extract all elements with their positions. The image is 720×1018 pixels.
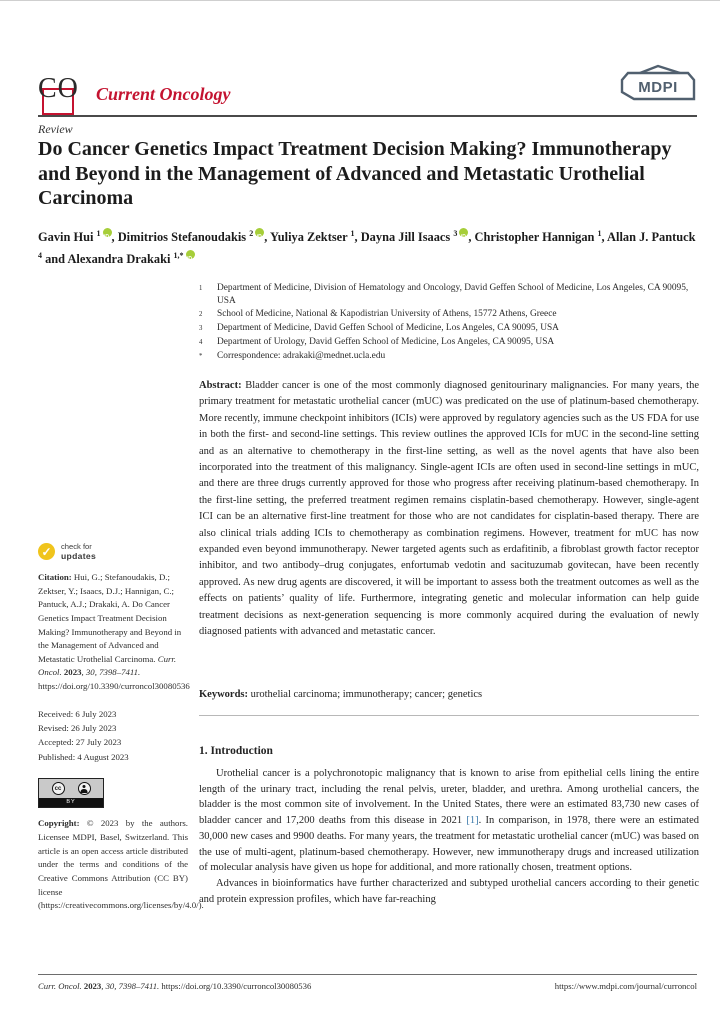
affiliation-list (199, 282, 700, 363)
journal-url-link[interactable]: https://www.mdpi.com/journal/curroncol (554, 981, 697, 991)
affiliation-item (199, 336, 700, 350)
affiliation-item (199, 322, 700, 336)
check-for-updates-button[interactable] (38, 543, 188, 560)
correspondence-text: Correspondence: adrakaki@mednet.ucla.edu (217, 350, 386, 361)
footer-doi-link[interactable]: https://doi.org/10.3390/curroncol30080536 (161, 981, 312, 991)
journal-name: Current Oncology (96, 83, 231, 104)
svg-text:MDPI: MDPI (638, 79, 678, 96)
citation-ref-1[interactable]: [1] (466, 815, 479, 827)
received-date: Received: 6 July 2023 (38, 708, 117, 719)
revised-date: Revised: 26 July 2023 (38, 722, 117, 733)
accepted-date: Accepted: 27 July 2023 (38, 737, 122, 748)
citation-label: Citation: (38, 572, 72, 583)
citation-info: Citation: Hui, G.; Stefanoudakis, D.; Zektser, Y.; Isaacs, D.J.; Hannigan, C.; Pantuck, A.J.; Drakaki, A. Do Cancer Genetics Impact Treatment Decision Making? Immunotherapy and Beyond in the Management of Advanced and Metastatic Urothelial Carcinoma. Curr. Oncol. 2023, 30, 7398–7411. https://doi.org/10.3390/curroncol30080536 (38, 572, 190, 691)
cc-badge-icons (39, 779, 103, 798)
correspondence-item (199, 350, 700, 364)
logo-letters: CO (38, 73, 79, 104)
orcid-icon[interactable] (103, 228, 112, 237)
check-updates-label: check for updates (61, 542, 97, 561)
affiliation-text: School of Medicine, National & Kapodistrian University of Athens, 15772 Athens, Greece (217, 308, 557, 319)
footer-divider (38, 974, 697, 975)
abstract-label: Abstract: (199, 380, 242, 391)
abstract (199, 378, 699, 641)
attribution-person-icon (78, 782, 91, 795)
author-list (38, 225, 700, 268)
affiliation-text: Department of Urology, David Geffen School of Medicine, Los Angeles, CA 90095, USA (217, 336, 555, 347)
affiliation-marker: 2 (199, 310, 203, 318)
affiliation-marker: 4 (199, 338, 203, 346)
keywords-divider (199, 715, 699, 716)
author: , Allan J. Pantuck $^4$ (38, 230, 696, 260)
cc-by-license-badge[interactable] (38, 778, 104, 808)
footer-citation: Curr. Oncol. 2023, 30, 7398–7411. https://doi.org/10.3390/curroncol30080536 (38, 981, 312, 991)
affiliation-marker: 3 (199, 324, 203, 332)
journal-logo-group (38, 71, 231, 117)
affiliation-text: Department of Medicine, Division of Hematology and Oncology, David Geffen School of Medicine, Los Angeles, CA 90095, USA (217, 283, 689, 306)
orcid-icon[interactable] (459, 228, 468, 237)
header-divider (38, 115, 697, 117)
cc-by-label: BY (39, 798, 103, 807)
affiliation-marker: 1 (199, 285, 203, 292)
orcid-icon[interactable] (186, 250, 195, 259)
author: Gavin Hui $^1$ iD (38, 230, 112, 244)
page-footer (38, 981, 697, 991)
current-oncology-logo-icon[interactable] (38, 71, 84, 117)
cc-icon: cc (52, 782, 65, 795)
citation-doi-link[interactable]: https://doi.org/10.3390/curroncol30080536 (38, 680, 190, 691)
abstract-text: Bladder cancer is one of the most commonly diagnosed genitourinary malignancies. For many years, the primary treatment for metastatic urothelial cancer (mUC) was predicated on the use of platinum-based chemotherapy. More recently, immune checkpoint inhibitors (ICIs) were approved by regulatory agencies such as the US FDA for use in both the first- and second-line settings. This review outlines the approved ICIs for mUC in the second-line setting and as an alternative to chemotherapy in the first-line setting, as well as the novel agents that have also been incorporated into the treatment of this malignancy. Single-agent ICIs are often used in second-line settings in mUC, and there are three drugs currently approved for those who progress after receiving platinum-based chemotherapy. In the first-line setting, the preferred treatment regimen remains cisplatin-based chemotherapy. However, single-agent ICI can be an alternative first-line treatment for those who are not candidates for cisplatin-based therapy. There are also clinical trials adding ICIs to chemotherapy as combination regimens. However, treatment for mUC has now expanded even beyond immunotherapy. Newer targeted agents such as erdafitinib, a fibroblast growth factor receptor inhibitor, and two antibody–drug conjugates, enfortumab vedotin and sacituzumab govitecan, have been recently approved. As new drug agents are discovered, it will be important to assess both the treatment outcomes as well as the effects on patients’ quality of life. Furthermore, integrating genetic and molecular information can help guide treatment decisions as next-generation sequencing is more commonly acquired during the evaluation of newly diagnosed patients with advanced and metastatic cancer. (199, 380, 699, 638)
correspondence-email-link[interactable]: adrakaki@mednet.ucla.edu (282, 350, 386, 361)
affiliation-item (199, 308, 700, 322)
orcid-icon[interactable] (255, 228, 264, 237)
intro-paragraph-1: Urothelial cancer is a polychronotopic malignancy that is known to arise from epithelial cells lining the entire length of the urinary tract, including the renal pelvis, ureter, bladder, and urethra. Among urothelial cancers, the bladder is the most common site of involvement. In the United States, there were an estimated 83,730 new cases of bladder cancer and 17,200 deaths from this disease in 2021 [1]. In comparison, in 1978, there were an estimated 30,000 new cases and 9900 deaths. For many years, the treatment for metastatic urothelial cancer (mUC) was based on the use of multi-agent, platinum-based chemotherapy. However, new immunotherapy drugs and increased utilization of molecular analysis have given us hope for additional, and more rationally chosen, treatment options. (199, 768, 699, 874)
published-date: Published: 4 August 2023 (38, 751, 129, 762)
affiliation-marker: * (199, 352, 203, 360)
affiliation-text: Department of Medicine, David Geffen School of Medicine, Los Angeles, CA 90095, USA (217, 322, 559, 333)
mdpi-logo-icon[interactable] (618, 63, 698, 114)
article-title: Do Cancer Genetics Impact Treatment Decision Making? Immunotherapy and Beyond in the Management of Advanced and Metastatic Urothelial Carcinoma (38, 138, 672, 209)
article-meta-sidebar (38, 542, 204, 913)
section-heading: 1. Introduction (199, 745, 273, 757)
footer-journal-url (555, 981, 697, 991)
copyright-label: Copyright: (38, 818, 80, 829)
author: , Dayna Jill Isaacs $^3$ iD (355, 230, 469, 244)
copyright-text: © 2023 by the authors. Licensee MDPI, Basel, Switzerland. This article is an open access article distributed under the terms and conditions of the Creative Commons Attribution (CC BY) license (https://creativecommons.org/licenses/by/4.0/). (38, 818, 204, 911)
copyright-notice (38, 817, 204, 913)
author: , Yuliya Zektser $^1$ (264, 229, 355, 245)
article-type-label: Review (38, 122, 73, 136)
author: , Dimitrios Stefanoudakis $^2$ iD (112, 230, 265, 244)
intro-paragraph-2: Advances in bioinformatics have further characterized and subtyped urothelial cancers according to their genetic and protein expression profiles, which have far-reaching (199, 877, 699, 905)
check-icon: ✓ (38, 543, 55, 560)
article-dates (38, 707, 188, 765)
keywords-text: urothelial carcinoma; immunotherapy; cancer; genetics (248, 689, 483, 700)
affiliation-item (199, 282, 700, 308)
keywords (199, 689, 699, 700)
keywords-label: Keywords: (199, 689, 248, 700)
author: , Christopher Hannigan $^1$ (468, 229, 602, 245)
introduction-section (199, 745, 699, 907)
author: and Alexandra Drakaki $^{1,*}$iD (42, 252, 195, 266)
